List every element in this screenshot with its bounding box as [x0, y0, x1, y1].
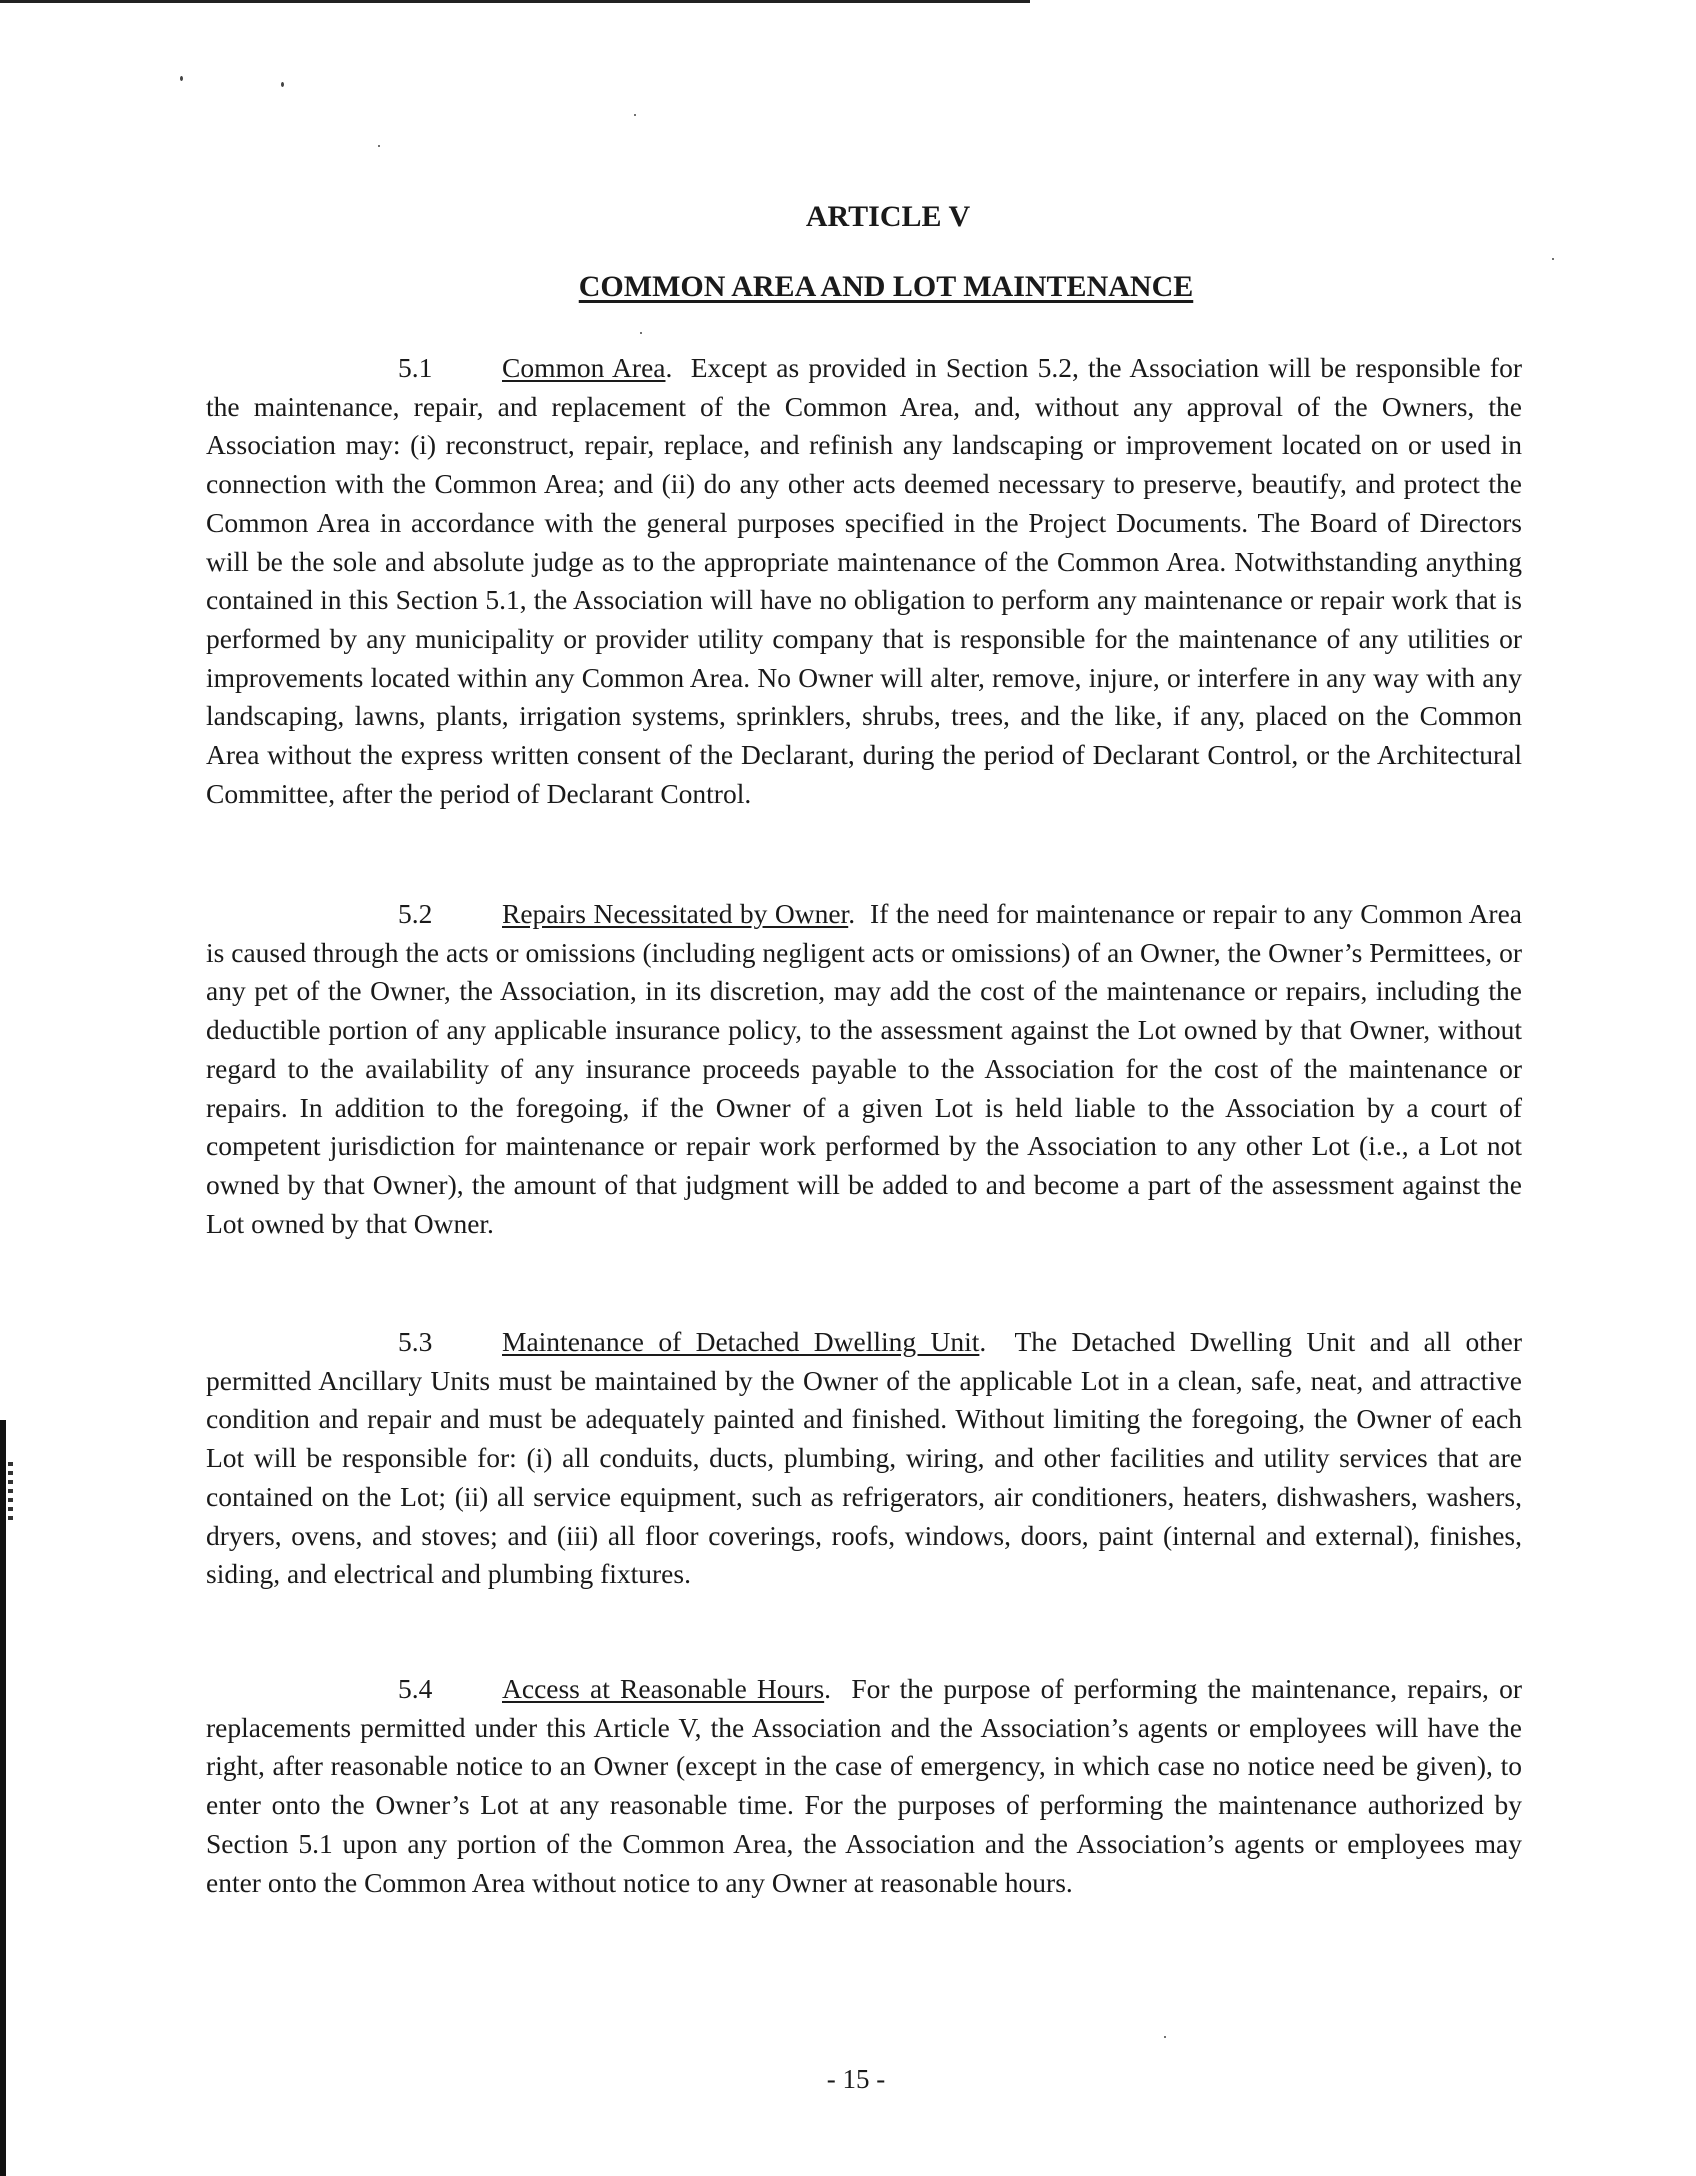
- scan-left-edge: [0, 1420, 6, 2176]
- section-body: For the purpose of performing the maintenance, repairs, or replacements permitted under this Article V, the Association and the Association’s agents or employees will have the right, after reasonable notice to an Owner (except in the case of emergency, in which case no notice need be given), to enter onto the Owner’s Lot at any reasonable time. For the purposes of performing the maintenance authorized by Section 5.1 upon any portion of the Common Area, the Association and the Association’s agents or employees may enter onto the Common Area without notice to any Owner at reasonable hours.: [206, 1673, 1522, 1898]
- section-title: Maintenance of Detached Dwelling Unit: [502, 1326, 980, 1357]
- section-5-2: 5.2 Repairs Necessitated by Owner. If the need for maintenance or repair to any Common Area is caused through the acts or omissions (including negligent acts or omissions) of an Owner, the Owner’s Permittees, or any pet of the Owner, the Association, in its discretion, may add the cost of the maintenance or repairs, including the deductible portion of any applicable insurance policy, to the assessment against the Lot owned by that Owner, without regard to the availability of any insurance proceeds payable to the Association for the cost of the maintenance or repairs. In addition to the foregoing, if the Owner of a given Lot is held liable to the Association by a court of competent jurisdiction for maintenance or repair work performed by the Association to any other Lot (i.e., a Lot not owned by that Owner), the amount of that judgment will be added to and become a part of the assessment against the Lot owned by that Owner.: [206, 895, 1522, 1243]
- section-5-1: 5.1 Common Area. Except as provided in Section 5.2, the Association will be responsible for the maintenance, repair, and replacement of the Common Area, and, without any approval of the Owners, the Association may: (i) reconstruct, repair, replace, and refinish any landscaping or improvement located on or used in connection with the Common Area; and (ii) do any other acts deemed necessary to preserve, beautify, and protect the Common Area in accordance with the general purposes specified in the Project Documents. The Board of Directors will be the sole and absolute judge as to the appropriate maintenance of the Common Area. Notwithstanding anything contained in this Section 5.1, the Association will have no obligation to perform any maintenance or repair work that is performed by any municipality or provider utility company that is responsible for the maintenance of any utilities or improvements located within any Common Area. No Owner will alter, remove, injure, or interfere in any way with any landscaping, lawns, plants, irrigation systems, sprinklers, shrubs, trees, and the like, if any, placed on the Common Area without the express written consent of the Declarant, during the period of Declarant Control, or the Architectural Committee, after the period of Declarant Control.: [206, 349, 1522, 813]
- scan-speck: [180, 76, 183, 81]
- scan-speck: [281, 82, 284, 87]
- section-title: Common Area: [502, 352, 666, 383]
- section-title: Access at Reasonable Hours: [502, 1673, 825, 1704]
- scan-speck: [640, 332, 642, 334]
- section-title: Repairs Necessitated by Owner: [502, 898, 849, 929]
- article-title: COMMON AREA AND LOT MAINTENANCE: [578, 270, 1194, 303]
- article-heading: ARTICLE V: [805, 200, 971, 233]
- scan-speck: [634, 114, 636, 116]
- scan-speck: [1552, 258, 1554, 260]
- section-body: If the need for maintenance or repair to any Common Area is caused through the acts or omissions (including negligent acts or omissions) of an Owner, the Owner’s Permittees, or any pet of the Owner, the Association, in its discretion, may add the cost of the maintenance or repairs, including the deductible portion of any applicable insurance policy, to the assessment against the Lot owned by that Owner, without regard to the availability of any insurance proceeds payable to the Association for the cost of the maintenance or repairs. In addition to the foregoing, if the Owner of a given Lot is held liable to the Association by a court of competent jurisdiction for maintenance or repair work performed by the Association to any other Lot (i.e., a Lot not owned by that Owner), the amount of that judgment will be added to and become a part of the assessment against the Lot owned by that Owner.: [206, 898, 1522, 1239]
- scan-speck: [378, 145, 380, 147]
- section-5-3: 5.3 Maintenance of Detached Dwelling Unit. The Detached Dwelling Unit and all other permitted Ancillary Units must be maintained by the Owner of the applicable Lot in a clean, safe, neat, and attractive condition and repair and must be adequately painted and finished. Without limiting the foregoing, the Owner of each Lot will be responsible for: (i) all conduits, ducts, plumbing, wiring, and other facilities and utility services that are contained on the Lot; (ii) all service equipment, such as refrigerators, air conditioners, heaters, dishwashers, washers, dryers, ovens, and stoves; and (iii) all floor coverings, roofs, windows, doors, paint (internal and external), finishes, siding, and electrical and plumbing fixtures.: [206, 1323, 1522, 1594]
- page-number: - 15 -: [826, 2064, 886, 2094]
- scan-speck: [1164, 2036, 1166, 2038]
- section-number: 5.3: [398, 1326, 433, 1357]
- scan-top-edge: [0, 0, 1030, 3]
- section-number: 5.4: [398, 1673, 433, 1704]
- scan-left-edge-marks: [8, 1462, 13, 1522]
- section-body: The Detached Dwelling Unit and all other permitted Ancillary Units must be maintained by the Owner of the applicable Lot in a clean, safe, neat, and attractive condition and repair and must be adequately painted and finished. Without limiting the foregoing, the Owner of each Lot will be responsible for: (i) all conduits, ducts, plumbing, wiring, and other facilities and utility services that are contained on the Lot; (ii) all service equipment, such as refrigerators, air conditioners, heaters, dishwashers, washers, dryers, ovens, and stoves; and (iii) all floor coverings, roofs, windows, doors, paint (internal and external), finishes, siding, and electrical and plumbing fixtures.: [206, 1326, 1523, 1590]
- section-number: 5.1: [398, 352, 433, 383]
- section-number: 5.2: [398, 898, 433, 929]
- section-body: Except as provided in Section 5.2, the Association will be responsible for the maintenance, repair, and replacement of the Common Area, and, without any approval of the Owners, the Association may: (i) reconstruct, repair, replace, and refinish any landscaping or improvement located on or used in connection with the Common Area; and (ii) do any other acts deemed necessary to preserve, beautify, and protect the Common Area in accordance with the general purposes specified in the Project Documents. The Board of Directors will be the sole and absolute judge as to the appropriate maintenance of the Common Area. Notwithstanding anything contained in this Section 5.1, the Association will have no obligation to perform any maintenance or repair work that is performed by any municipality or provider utility company that is responsible for the maintenance of any utilities or improvements located within any Common Area. No Owner will alter, remove, injure, or interfere in any way with any landscaping, lawns, plants, irrigation systems, sprinklers, shrubs, trees, and the like, if any, placed on the Common Area without the express written consent of the Declarant, during the period of Declarant Control, or the Architectural Committee, after the period of Declarant Control.: [206, 352, 1522, 809]
- section-5-4: 5.4 Access at Reasonable Hours. For the purpose of performing the maintenance, repairs, or replacements permitted under this Article V, the Association and the Association’s agents or employees will have the right, after reasonable notice to an Owner (except in the case of emergency, in which case no notice need be given), to enter onto the Owner’s Lot at any reasonable time. For the purposes of performing the maintenance authorized by Section 5.1 upon any portion of the Common Area, the Association and the Association’s agents or employees may enter onto the Common Area without notice to any Owner at reasonable hours.: [206, 1670, 1522, 1902]
